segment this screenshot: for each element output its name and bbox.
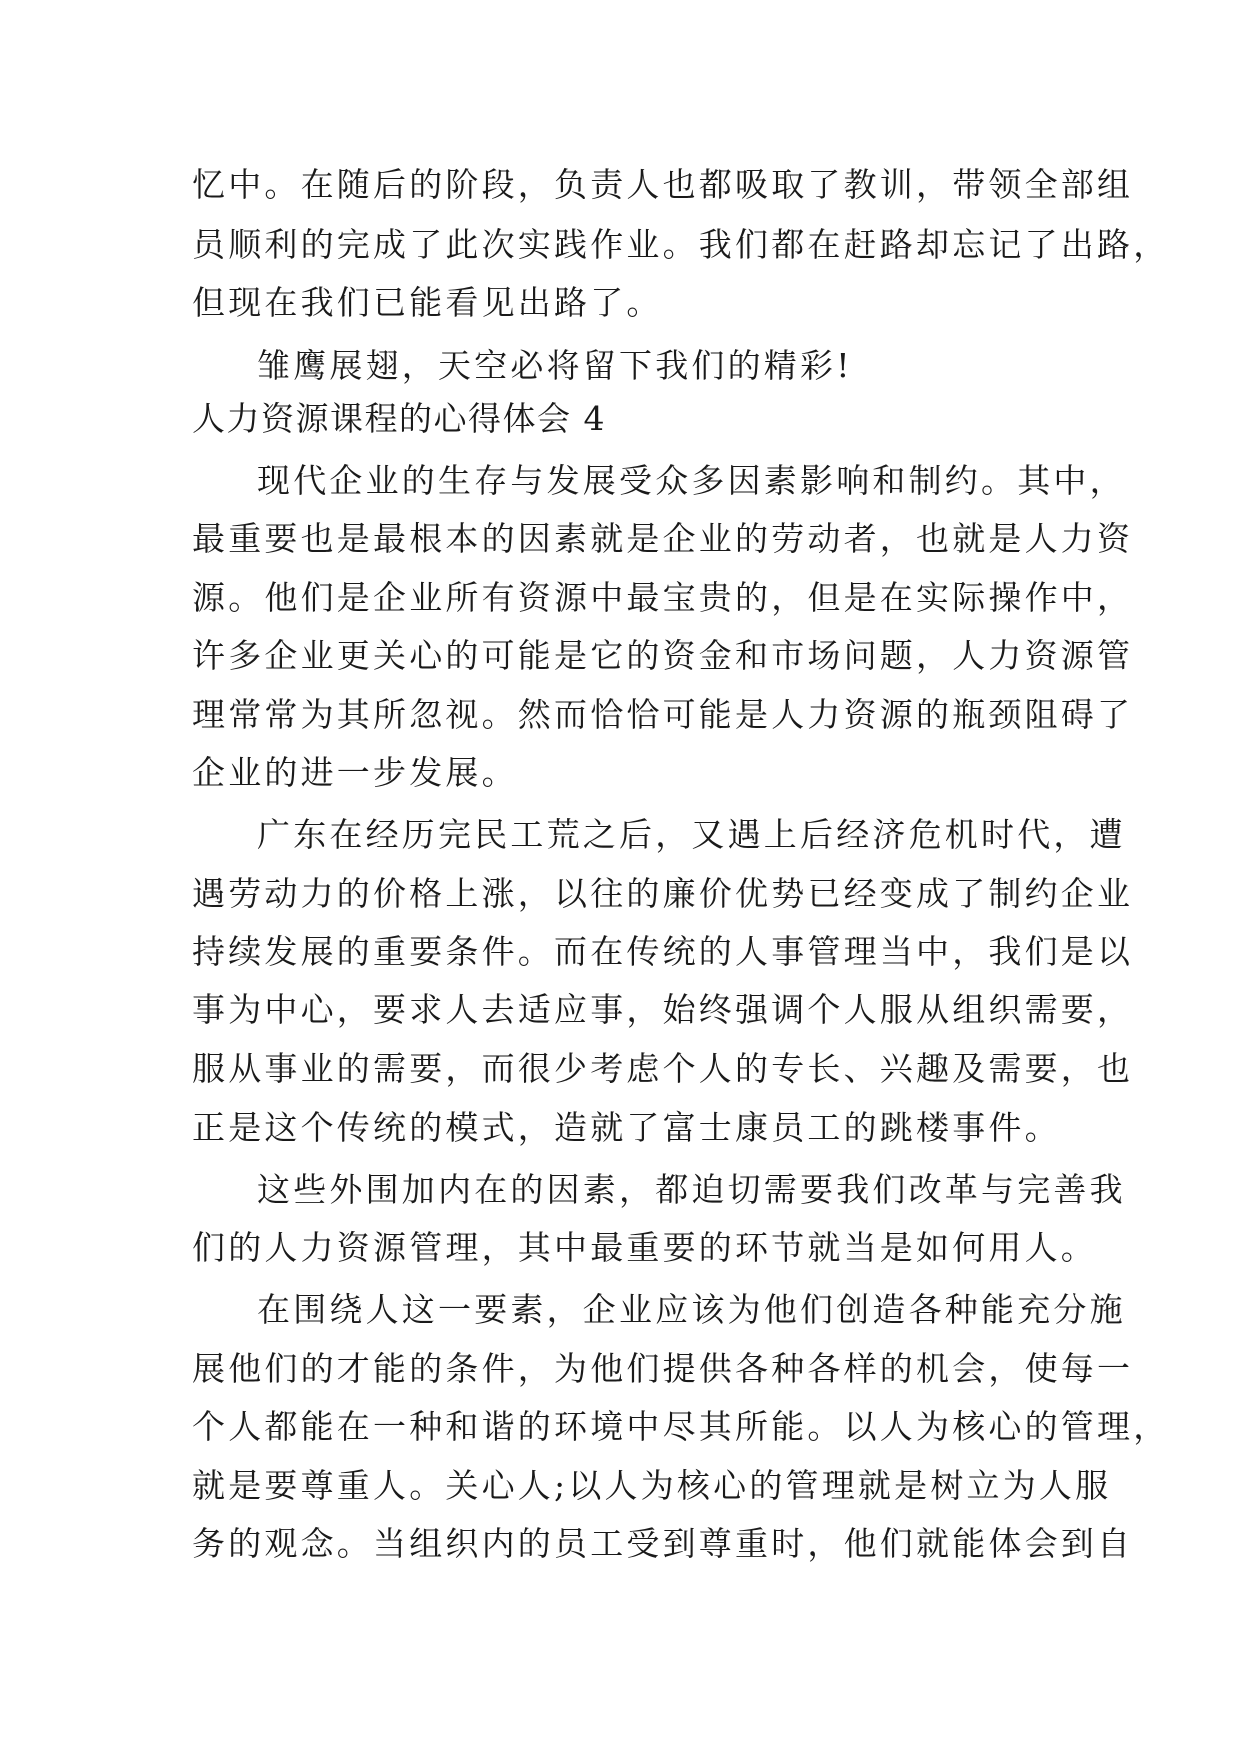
body-text-line: 雏鹰展翅，天空必将留下我们的精彩! [257,346,853,385]
body-text-line: 忆中。在随后的阶段，负责人也都吸取了教训，带领全部组 [192,165,1134,204]
body-text-line: 但现在我们已能看见出路了。 [192,283,663,322]
body-text-line: 展他们的才能的条件，为他们提供各种各样的机会，使每一 [192,1349,1134,1388]
body-text-line: 员顺利的完成了此次实践作业。我们都在赶路却忘记了出路， [192,225,1170,264]
body-text-line: 现代企业的生存与发展受众多因素影响和制约。其中， [257,461,1126,500]
body-text-line: 这些外围加内在的因素，都迫切需要我们改革与完善我 [257,1170,1126,1209]
body-text-line: 事为中心，要求人去适应事，始终强调个人服从组织需要， [192,990,1134,1029]
body-text-line: 遇劳动力的价格上涨，以往的廉价优势已经变成了制约企业 [192,874,1134,913]
body-text-line: 服从事业的需要，而很少考虑个人的专长、兴趣及需要，也 [192,1049,1134,1088]
body-text-line: 许多企业更关心的可能是它的资金和市场问题，人力资源管 [192,636,1134,675]
body-text-line: 就是要尊重人。关心人;以人为核心的管理就是树立为人服 [192,1466,1112,1505]
section-heading: 人力资源课程的心得体会 4 [192,399,606,438]
body-text-line: 个人都能在一种和谐的环境中尽其所能。以人为核心的管理， [192,1407,1170,1446]
body-text-line: 在围绕人这一要素，企业应该为他们创造各种能充分施 [257,1290,1126,1329]
body-text-line: 正是这个传统的模式，造就了富士康员工的跳楼事件。 [192,1108,1061,1147]
body-text-line: 源。他们是企业所有资源中最宝贵的，但是在实际操作中， [192,578,1134,617]
body-text-line: 企业的进一步发展。 [192,753,518,792]
body-text-line: 们的人力资源管理，其中最重要的环节就当是如何用人。 [192,1228,1097,1267]
body-text-line: 最重要也是最根本的因素就是企业的劳动者，也就是人力资 [192,519,1134,558]
body-text-line: 持续发展的重要条件。而在传统的人事管理当中，我们是以 [192,932,1134,971]
body-text-line: 理常常为其所忽视。然而恰恰可能是人力资源的瓶颈阻碍了 [192,695,1134,734]
body-text-line: 务的观念。当组织内的员工受到尊重时，他们就能体会到自 [192,1524,1134,1563]
body-text-line: 广东在经历完民工荒之后，又遇上后经济危机时代，遭 [257,815,1126,854]
